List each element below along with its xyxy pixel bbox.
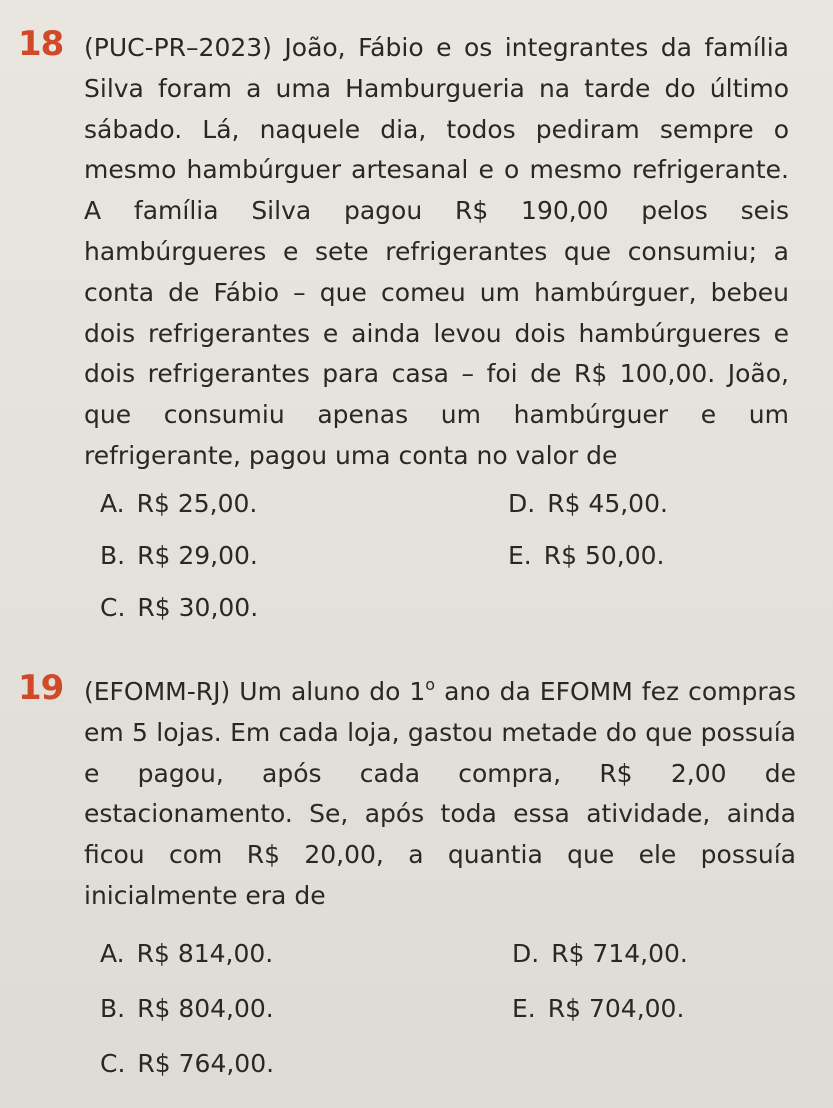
question-19-text-start: (EFOMM-RJ) Um aluno do 1	[84, 677, 426, 706]
option-letter: C.	[100, 592, 126, 622]
option-18-d[interactable]	[508, 489, 668, 518]
option-letter: E.	[508, 540, 532, 570]
option-value: R$ 29,00.	[137, 540, 258, 570]
option-value: R$ 45,00.	[547, 488, 668, 518]
option-letter: D.	[512, 938, 540, 968]
option-value: R$ 30,00.	[137, 592, 259, 622]
option-value: R$ 25,00.	[136, 488, 258, 518]
option-letter: D.	[508, 488, 536, 518]
question-18	[18, 24, 808, 639]
option-value: R$ 704,00.	[547, 993, 685, 1023]
option-letter: C.	[100, 1048, 126, 1078]
option-letter: A.	[100, 938, 125, 968]
option-19-b[interactable]	[100, 994, 274, 1023]
question-18-text: (PUC-PR–2023) João, Fábio e os integrantes da família Silva foram a uma Hamburgueria na tarde do último sábado. Lá, naquele dia, todos pediram sempre o mesmo hambúrguer artesanal e o mesmo refrigerante. A família Silva pagou R$ 190,00 pelos seis hambúrgueres e sete refrigerantes que consumiu; a conta de Fábio – que comeu um hambúrguer, bebeu dois refrigerantes e ainda levou dois hambúrgueres e dois refrigerantes para casa – foi de R$ 100,00. João, que consumiu apenas um hambúrguer e um refrigerante, pagou uma conta no valor de	[84, 33, 789, 470]
option-18-c[interactable]	[100, 593, 258, 622]
option-letter: E.	[512, 993, 536, 1023]
option-letter: A.	[100, 488, 125, 518]
question-19-body	[18, 668, 808, 917]
option-19-c[interactable]	[100, 1049, 274, 1078]
question-19-text	[84, 672, 796, 917]
option-value: R$ 804,00.	[137, 993, 274, 1023]
question-19-text-end: ano da EFOMM fez compras em 5 lojas. Em cada loja, gastou metade do que possuía e pagou, após cada compra, R$ 2,00 de estacionamento. Se, após toda essa atividade, ainda ficou com R$ 20,00, a quantia que ele possuía inicialmente era de	[84, 677, 796, 910]
option-value: R$ 50,00.	[543, 540, 665, 570]
option-letter: B.	[100, 540, 126, 570]
option-19-a[interactable]	[100, 939, 273, 968]
option-19-e[interactable]	[512, 994, 684, 1023]
question-19	[18, 668, 808, 1089]
option-letter: B.	[100, 993, 126, 1023]
option-value: R$ 814,00.	[136, 938, 274, 968]
option-18-b[interactable]	[100, 541, 258, 570]
question-19-options	[100, 939, 808, 1089]
option-value: R$ 764,00.	[137, 1048, 275, 1078]
question-18-options	[100, 489, 808, 639]
question-18-number: 18	[18, 24, 64, 64]
option-18-e[interactable]	[508, 541, 665, 570]
option-19-d[interactable]	[512, 939, 688, 968]
question-19-number: 19	[18, 668, 64, 708]
option-value: R$ 714,00.	[551, 938, 688, 968]
question-18-body	[18, 24, 808, 477]
option-18-a[interactable]	[100, 489, 257, 518]
ordinal-superscript: o	[425, 675, 436, 694]
